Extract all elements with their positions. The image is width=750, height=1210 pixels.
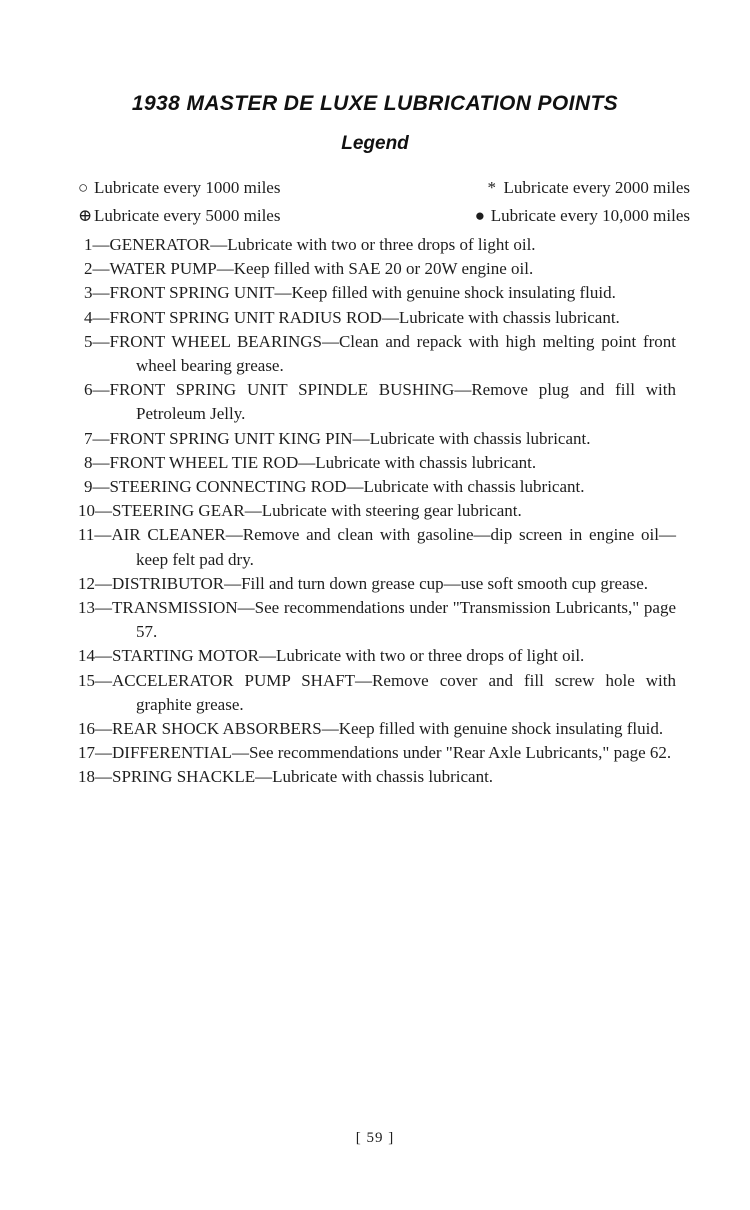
list-item: 8—FRONT WHEEL TIE ROD—Lubricate with chassis lubricant. (84, 452, 537, 472)
list-item: 9—STEERING CONNECTING ROD—Lubricate with chassis lubricant. (84, 477, 585, 497)
list-item: 3—FRONT SPRING UNIT—Keep filled with genuine shock insulating fluid. (84, 283, 616, 303)
legend-text: Lubricate every 5000 miles (94, 206, 281, 225)
list-item: 12—DISTRIBUTOR—Fill and turn down grease cup—use soft smooth cup grease. (78, 573, 649, 593)
legend-row (78, 174, 690, 202)
legend-text: Lubricate every 2000 miles (503, 178, 690, 197)
legend-row (78, 202, 690, 230)
list-item: 4—FRONT SPRING UNIT RADIUS ROD—Lubricate with chassis lubricant. (84, 307, 620, 327)
legend-text: Lubricate every 1000 miles (94, 178, 281, 197)
list-item: 11—AIR CLEANER—Remove and clean with gasoline—dip screen in engine oil—keep felt pad dry. (78, 525, 676, 569)
page-title: 1938 MASTER DE LUXE LUBRICATION POINTS (131, 92, 619, 115)
circle-plus-icon: ⊕ (78, 206, 93, 225)
list-item: 17—DIFFERENTIAL—See recommendations under "Rear Axle Lubricants," page 62. (78, 743, 672, 763)
legend-item-5000 (78, 202, 280, 230)
list-item: 2—WATER PUMP—Keep filled with SAE 20 or 20W engine oil. (84, 259, 534, 279)
list-item: 6—FRONT SPRING UNIT SPINDLE BUSHING—Remove plug and fill with Petroleum Jelly. (84, 380, 676, 424)
legend (78, 174, 690, 230)
list-item: 13—TRANSMISSION—See recommendations under "Transmission Lubricants," page 57. (78, 598, 676, 642)
circle-outline-icon: ○ (78, 178, 89, 197)
list-item: 15—ACCELERATOR PUMP SHAFT—Remove cover and fill screw hole with graphite grease. (78, 670, 676, 714)
list-item: 7—FRONT SPRING UNIT KING PIN—Lubricate with chassis lubricant. (84, 428, 591, 448)
list-item: 5—FRONT WHEEL BEARINGS—Clean and repack with high melting point front wheel bearing grease. (84, 331, 676, 376)
legend-item-1000 (78, 174, 280, 202)
filled-circle-icon: ● (474, 206, 486, 225)
asterisk-icon: * (487, 178, 497, 197)
list-item: 14—STARTING MOTOR—Lubricate with two or three drops of light oil. (78, 646, 585, 666)
legend-heading: Legend (341, 133, 409, 154)
list-item: 16—REAR SHOCK ABSORBERS—Keep filled with genuine shock insulating fluid. (78, 719, 664, 739)
legend-text: Lubricate every 10,000 miles (490, 206, 690, 225)
list-item: 1—GENERATOR—Lubricate with two or three drops of light oil. (84, 235, 536, 254)
legend-item-10000 (475, 202, 690, 230)
legend-item-2000 (488, 174, 690, 202)
list-item: 10—STEERING GEAR—Lubricate with steering gear lubricant. (78, 501, 522, 521)
lubrication-points-list (78, 233, 676, 790)
page-number: [ 59 ] (355, 1130, 395, 1146)
list-item: 18—SPRING SHACKLE—Lubricate with chassis lubricant. (78, 767, 494, 787)
